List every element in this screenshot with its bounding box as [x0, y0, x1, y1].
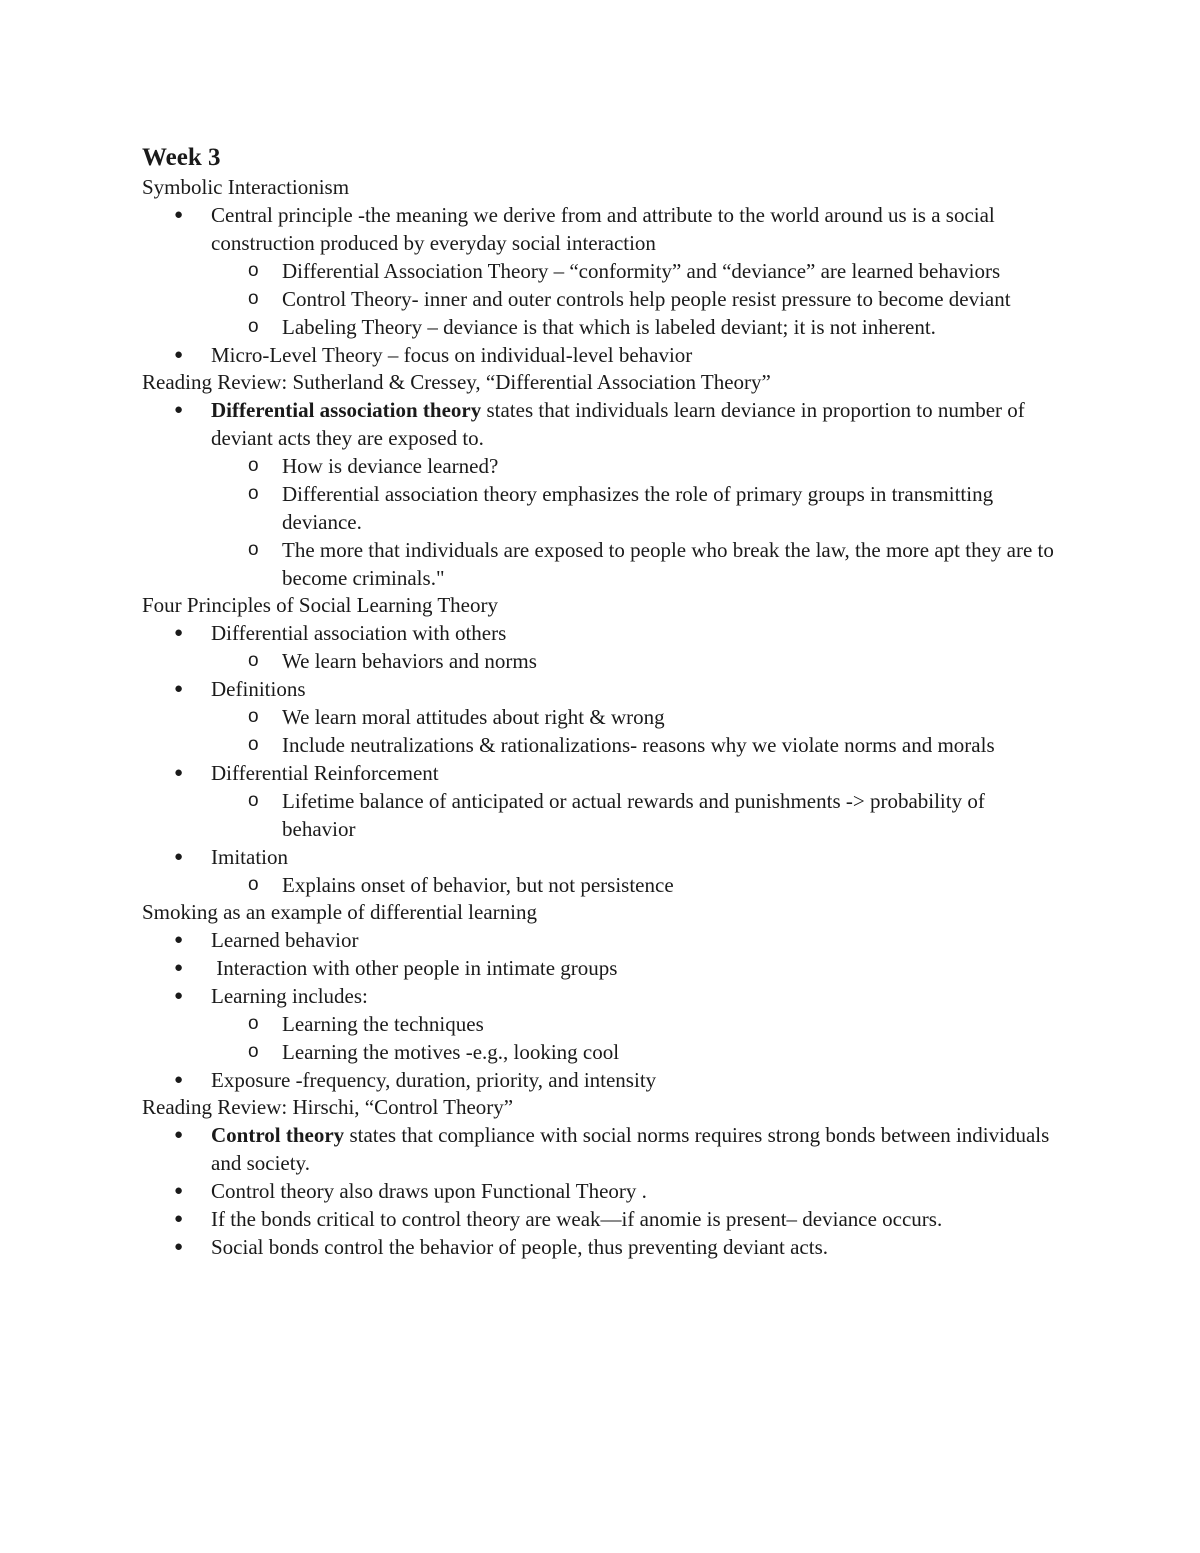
- circle-bullet-icon: o: [248, 650, 259, 671]
- bullet-icon: ●: [174, 932, 184, 948]
- sub-list-item: o Differential association theory emphasizes the role of primary groups in transmitting deviance.: [248, 482, 994, 534]
- circle-bullet-icon: o: [248, 706, 259, 727]
- list-item: ● Differential Reinforcement: [174, 761, 439, 785]
- section-heading-reading-review-sutherland: Reading Review: Sutherland & Cressey, “Differential Association Theory”: [142, 370, 771, 394]
- circle-bullet-icon: o: [248, 790, 259, 811]
- list-item: ● Control theory also draws upon Functional Theory .: [174, 1179, 647, 1203]
- list-item: ● If the bonds critical to control theory are weak—if anomie is present– deviance occurs.: [174, 1207, 943, 1231]
- circle-bullet-icon: o: [248, 316, 259, 337]
- sub-list-item: o The more that individuals are exposed to people who break the law, the more apt they are to become criminals.": [248, 538, 1054, 590]
- list-item: ● Differential association with others: [174, 621, 507, 645]
- list-item: ● Exposure -frequency, duration, priority, and intensity: [174, 1068, 657, 1092]
- list-item: ● Learned behavior: [174, 928, 359, 952]
- sub-list-item: o We learn moral attitudes about right & wrong: [248, 705, 665, 729]
- sub-list-item: o Include neutralizations & rationalizations- reasons why we violate norms and morals: [248, 733, 995, 757]
- section-heading-symbolic-interactionism: Symbolic Interactionism: [142, 175, 350, 199]
- sub-list-item: o Control Theory- inner and outer controls help people resist pressure to become deviant: [248, 287, 1011, 311]
- bullet-icon: ●: [174, 1183, 184, 1199]
- section-heading-smoking-example: Smoking as an example of differential learning: [142, 900, 537, 924]
- list-item: ● Central principle -the meaning we derive from and attribute to the world around us is a social construction produced by everyday social interaction: [174, 203, 995, 255]
- bullet-icon: ●: [174, 681, 184, 697]
- circle-bullet-icon: o: [248, 288, 259, 309]
- circle-bullet-icon: o: [248, 1041, 259, 1062]
- list-item: ● Imitation: [174, 845, 288, 869]
- circle-bullet-icon: o: [248, 874, 259, 895]
- circle-bullet-icon: o: [248, 734, 259, 755]
- sub-list-item: o Learning the techniques: [248, 1012, 484, 1036]
- list-item: ● Differential association theory states that individuals learn deviance in proportion to number of deviant acts they are exposed to.: [174, 398, 1025, 450]
- sub-list-item: o Lifetime balance of anticipated or actual rewards and punishments -> probability of behavior: [248, 789, 985, 841]
- circle-bullet-icon: o: [248, 1013, 259, 1034]
- sub-list-item: o Learning the motives -e.g., looking cool: [248, 1040, 620, 1064]
- bullet-icon: ●: [174, 347, 184, 363]
- list-item: ● Interaction with other people in intimate groups: [174, 956, 618, 980]
- sub-list-item: o Labeling Theory – deviance is that which is labeled deviant; it is not inherent.: [248, 315, 936, 339]
- section-heading-reading-review-hirschi: Reading Review: Hirschi, “Control Theory”: [142, 1095, 514, 1119]
- bullet-icon: ●: [174, 849, 184, 865]
- circle-bullet-icon: o: [248, 260, 259, 281]
- bullet-icon: ●: [174, 207, 184, 223]
- list-item: ● Definitions: [174, 677, 306, 701]
- section-heading-four-principles: Four Principles of Social Learning Theory: [142, 593, 498, 617]
- bold-term: Differential association theory: [211, 398, 482, 422]
- bullet-icon: ●: [174, 1239, 184, 1255]
- bullet-icon: ●: [174, 1072, 184, 1088]
- bullet-icon: ●: [174, 1127, 184, 1143]
- bullet-icon: ●: [174, 1211, 184, 1227]
- page-title: Week 3: [142, 144, 221, 171]
- list-item: ● Micro-Level Theory – focus on individual-level behavior: [174, 343, 693, 367]
- bold-term: Control theory: [211, 1123, 345, 1147]
- sub-list-item: o How is deviance learned?: [248, 454, 499, 478]
- sub-list-item: o Differential Association Theory – “conformity” and “deviance” are learned behaviors: [248, 259, 1001, 283]
- bullet-icon: ●: [174, 960, 184, 976]
- list-item: ● Social bonds control the behavior of people, thus preventing deviant acts.: [174, 1235, 829, 1259]
- sub-list-item: o We learn behaviors and norms: [248, 649, 537, 673]
- bullet-icon: ●: [174, 988, 184, 1004]
- circle-bullet-icon: o: [248, 455, 259, 476]
- sub-list-item: o Explains onset of behavior, but not persistence: [248, 873, 674, 897]
- document-body: [142, 142, 1062, 1261]
- bullet-icon: ●: [174, 765, 184, 781]
- circle-bullet-icon: o: [248, 483, 259, 504]
- bullet-icon: ●: [174, 402, 184, 418]
- list-item: ● Learning includes:: [174, 984, 368, 1008]
- bullet-icon: ●: [174, 625, 184, 641]
- list-item: ● Control theory states that compliance with social norms requires strong bonds between individuals and society.: [174, 1123, 1050, 1175]
- circle-bullet-icon: o: [248, 539, 259, 560]
